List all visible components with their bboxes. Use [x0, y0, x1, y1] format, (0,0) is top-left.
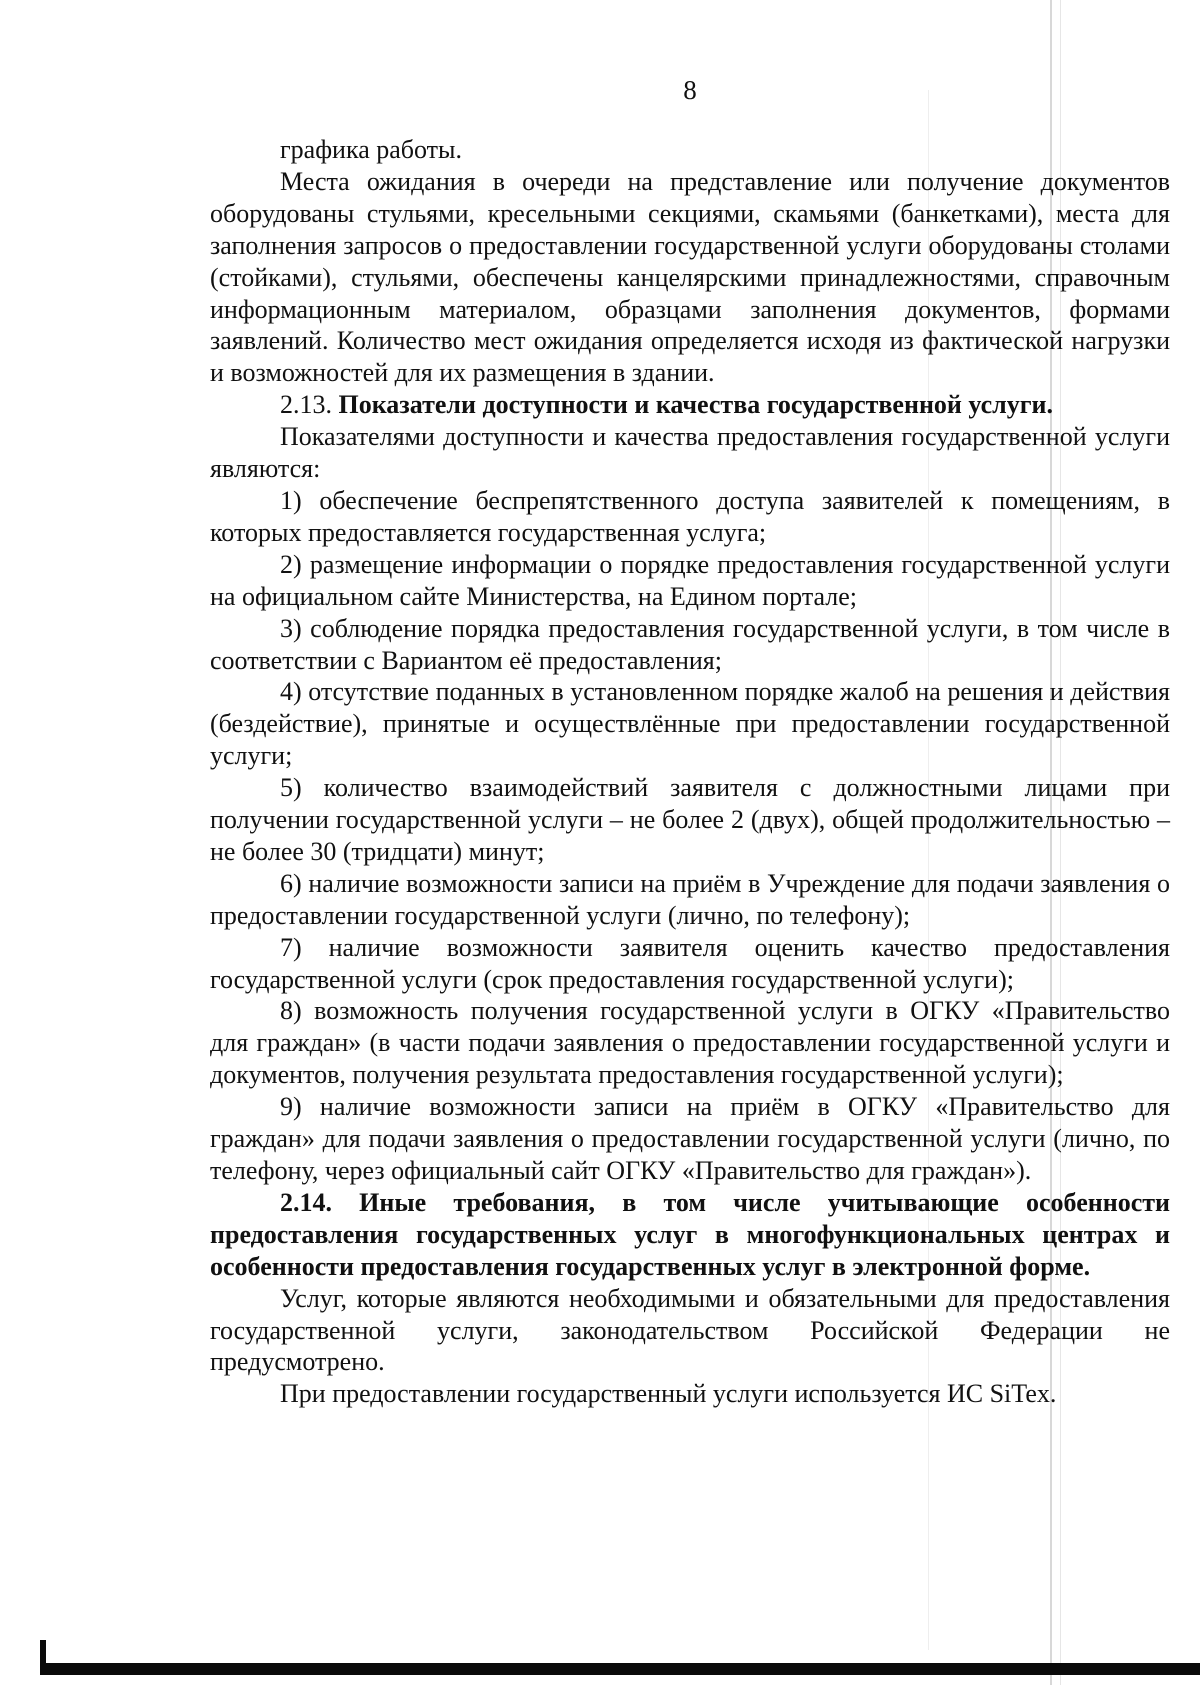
list-item: 2) размещение информации о порядке предоставления государственной услуги на официальном сайте Министерства, на Едином портале;	[210, 549, 1170, 611]
list-item: 4) отсутствие поданных в установленном порядке жалоб на решения и действия (бездействие), принятые и осуществлённые при предоставлении государственной услуги;	[210, 677, 1170, 771]
paragraph: Места ожидания в очереди на представление или получение документов оборудованы стульями, кресельными секциями, скамьями (банкетками), места для заполнения запросов о предоставлении государственной услуги оборудованы столами (стойками), стульями, обеспечены канцелярскими принадлежностями, справочным информационным материалом, образцами заполнения документов, формами заявлений. Количество мест ожидания определяется исходя из фактической нагрузки и возможностей для их размещения в здании.	[210, 166, 1170, 388]
list-item: 6) наличие возможности записи на приём в Учреждение для подачи заявления о предоставлении государственной услуги (лично, по телефону);	[210, 868, 1170, 930]
list-item: 8) возможность получения государственной услуги в ОГКУ «Правительство для граждан» (в части подачи заявления о предоставлении государственной услуги и документов, получения результата предоставления государственной услуги);	[210, 996, 1170, 1090]
section-number: 2.13.	[280, 390, 332, 420]
list-item: 3) соблюдение порядка предоставления государственной услуги, в том числе в соответствии с Вариантом её предоставления;	[210, 613, 1170, 675]
document-body	[210, 134, 1170, 1410]
paragraph: Показателями доступности и качества предоставления государственной услуги являются:	[210, 422, 1170, 484]
paragraph: При предоставлении государственный услуги используется ИС SiTex.	[280, 1379, 1057, 1409]
paragraph: Услуг, которые являются необходимыми и обязательными для предоставления государственной услуги, законодательством Российской Федерации не предусмотрено.	[210, 1283, 1170, 1377]
list-item: 7) наличие возможности заявителя оценить качество предоставления государственной услуги (срок предоставления государственной услуги);	[210, 932, 1170, 994]
paragraph: графика работы.	[280, 135, 462, 164]
list-item: 9) наличие возможности записи на приём в ОГКУ «Правительство для граждан» для подачи заявления о предоставлении государственной услуги (лично, по телефону, через официальный сайт ОГКУ «Правительство для граждан»).	[210, 1092, 1170, 1185]
section-heading-2-13	[210, 389, 1170, 421]
list-item: 1) обеспечение беспрепятственного доступа заявителей к помещениям, в которых предоставляется государственная услуга;	[210, 485, 1170, 547]
scan-border	[40, 1663, 1200, 1675]
section-title: Показатели доступности и качества государственной услуги.	[338, 390, 1054, 420]
section-heading-2-14: 2.14. Иные требования, в том числе учитывающие особенности предоставления государственных услуг в многофункциональных центрах и особенности предоставления государственных услуг в электронной форме.	[210, 1187, 1170, 1281]
page-number: 8	[683, 75, 697, 105]
list-item: 5) количество взаимодействий заявителя с должностными лицами при получении государственной услуги – не более 2 (двух), общей продолжительностью – не более 30 (тридцати) минут;	[210, 773, 1170, 866]
